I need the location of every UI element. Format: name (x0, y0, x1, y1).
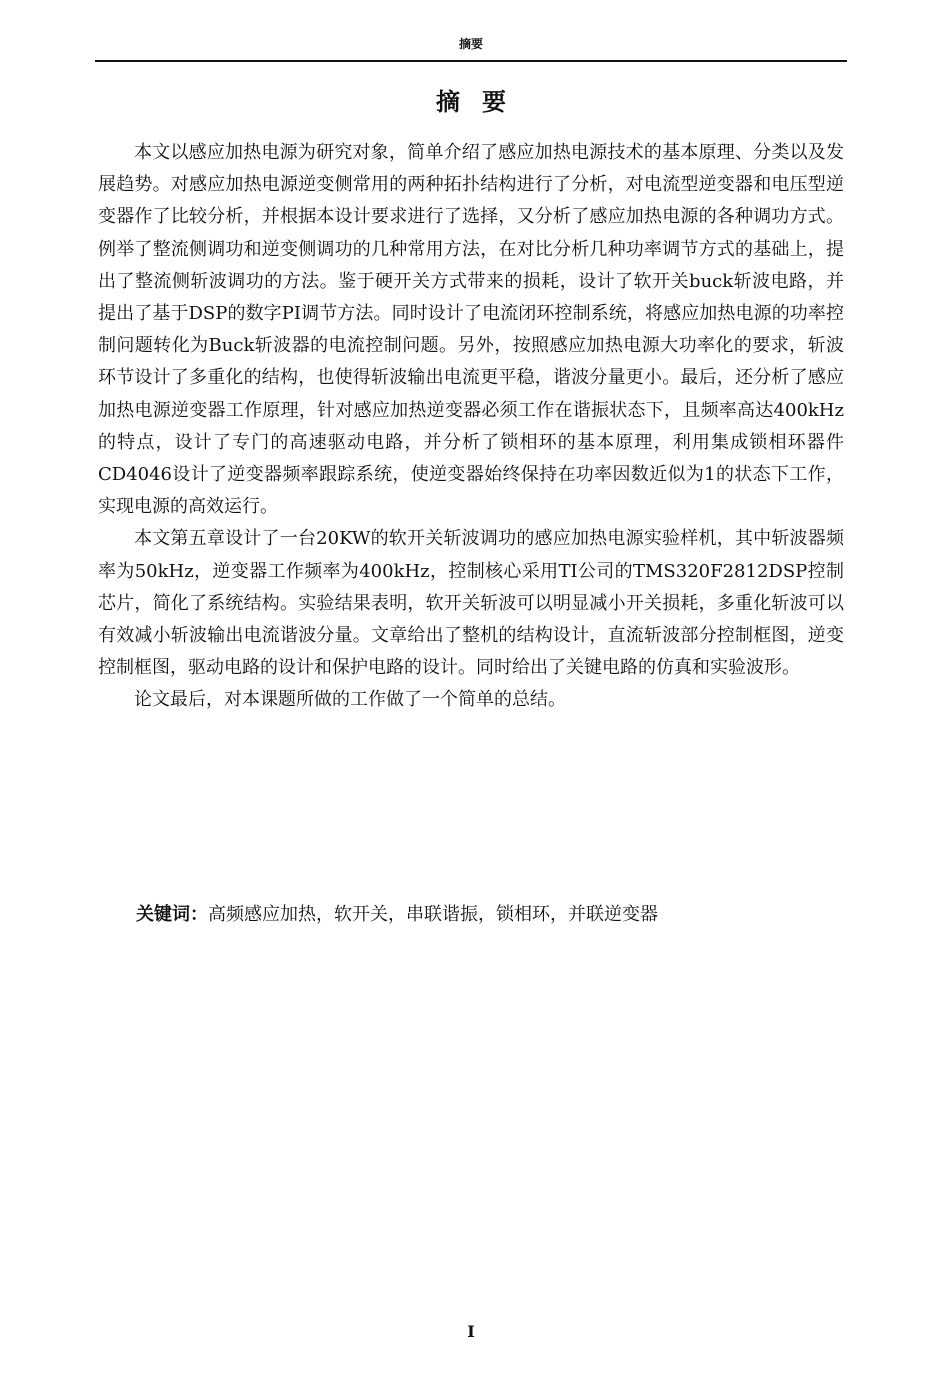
running-header: 摘要 (458, 37, 483, 51)
keywords-label: 关键词： (136, 904, 208, 925)
keywords-line (136, 900, 844, 930)
abstract-body (98, 137, 844, 717)
keywords-text: 高频感应加热，软开关，串联谐振，锁相环，并联逆变器 (208, 904, 658, 925)
page-title: 摘要 (436, 88, 528, 116)
page-number: I (467, 1322, 475, 1341)
abstract-paragraph-1: 本文以感应加热电源为研究对象，简单介绍了感应加热电源技术的基本原理、分类以及发展趋势。对感应加热电源逆变侧常用的两种拓扑结构进行了分析，对电流型逆变器和电压型逆变器作了比较分析，并根据本设计要求进行了选择，又分析了感应加热电源的各种调功方式。例举了整流侧调功和逆变侧调功的几种常用方法，在对比分析几种功率调节方式的基础上，提出了整流侧斩波调功的方法。鉴于硬开关方式带来的损耗，设计了软开关buck斩波电路，并提出了基于DSP的数字PI调节方法。同时设计了电流闭环控制系统，将感应加热电源的功率控制问题转化为Buck斩波器的电流控制问题。另外，按照感应加热电源大功率化的要求，斩波环节设计了多重化的结构，也使得斩波输出电流更平稳，谐波分量更小。最后，还分析了感应加热电源逆变器工作原理，针对感应加热逆变器必须工作在谐振状态下，且频率高达400kHz的特点，设计了专门的高速驱动电路，并分析了锁相环的基本原理，利用集成锁相环器件CD4046设计了逆变器频率跟踪系统，使逆变器始终保持在功率因数近似为1的状态下工作，实现电源的高效运行。 (98, 142, 844, 518)
abstract-paragraph-3: 论文最后，对本课题所做的工作做了一个简单的总结。 (134, 689, 566, 711)
header-rule (95, 60, 847, 62)
abstract-paragraph-2: 本文第五章设计了一台20KW的软开关斩波调功的感应加热电源实验样机，其中斩波器频率为50kHz，逆变器工作频率为400kHz，控制核心采用TI公司的TMS320F2812DSP控制芯片，简化了系统结构。实验结果表明，软开关斩波可以明显减小开关损耗，多重化斩波可以有效减小斩波输出电流谐波分量。文章给出了整机的结构设计，直流斩波部分控制框图，逆变控制框图，驱动电路的设计和保护电路的设计。同时给出了关键电路的仿真和实验波形。 (98, 528, 844, 679)
